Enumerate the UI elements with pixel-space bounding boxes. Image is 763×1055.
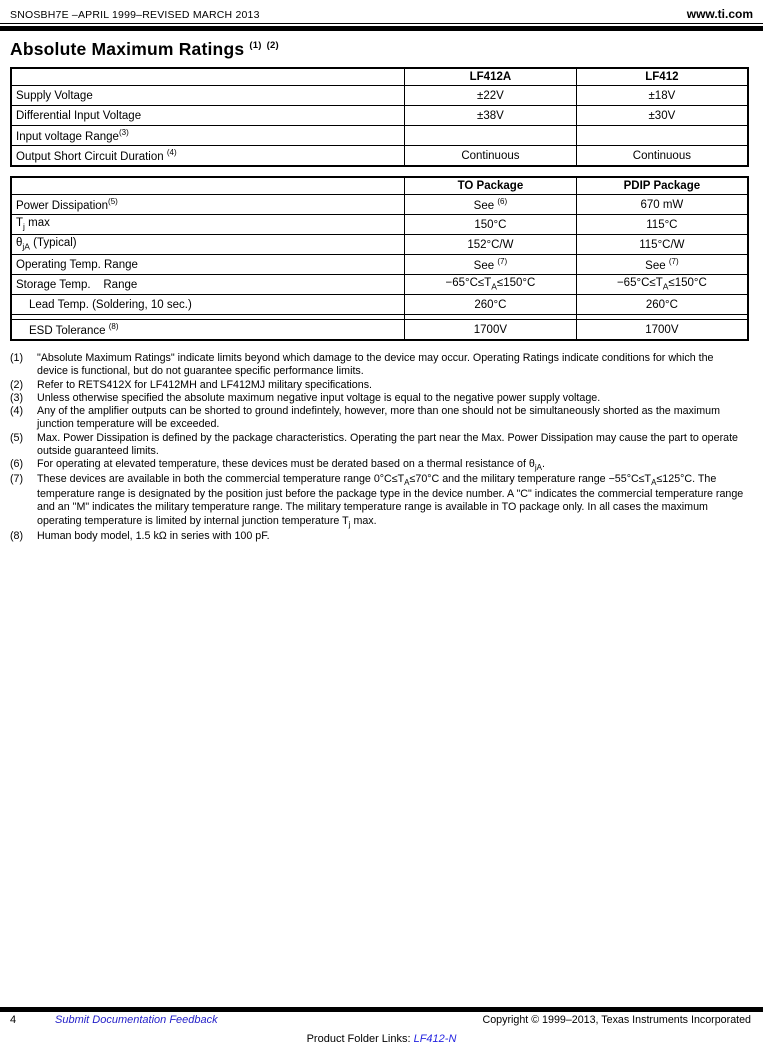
- abs-max-table-packages: [10, 176, 749, 341]
- value-cell: ±30V: [576, 106, 748, 126]
- product-folder-line: [0, 1033, 763, 1045]
- column-header: LF412A: [405, 68, 577, 86]
- column-header: [11, 68, 405, 86]
- table-row: [11, 275, 748, 295]
- section-title-text: Absolute Maximum Ratings: [10, 39, 245, 59]
- table-row: [11, 255, 748, 275]
- row-label: Supply Voltage: [11, 86, 405, 106]
- row-label: Power Dissipation$^{(5)}$: [11, 195, 405, 215]
- header-rule: [0, 26, 763, 31]
- footnote-number: (8): [10, 529, 24, 542]
- table-row: [11, 235, 748, 255]
- table-header-row: [11, 68, 748, 86]
- footnote-number: (6): [10, 458, 24, 471]
- row-label: $T_j$ max: [11, 215, 405, 235]
- ti-site-link[interactable]: www.ti.com: [686, 7, 753, 21]
- doc-number: SNOSBH7E –APRIL 1999–REVISED MARCH 2013: [10, 9, 260, 21]
- row-label: Operating Temp. Range: [11, 255, 405, 275]
- value-cell: 670 mW: [576, 195, 748, 215]
- footnote-text: Human body model, 1.5 kΩ in series with 100 pF.: [37, 529, 270, 542]
- footnote: [10, 458, 749, 473]
- row-label: Input voltage Range$^{(3)}$: [11, 126, 405, 146]
- table-row: [11, 86, 748, 106]
- value-cell: See $^{(7)}$: [576, 255, 748, 275]
- row-label: Output Short Circuit Duration $^{(4)}$: [11, 146, 405, 167]
- value-cell: 260°C: [576, 295, 748, 315]
- row-label: ESD Tolerance $^{(8)}$: [11, 320, 405, 341]
- footnote-number: (7): [10, 473, 24, 486]
- product-folder-prefix: Product Folder Links:: [306, 1033, 414, 1045]
- abs-max-table-devices: [10, 67, 749, 167]
- section-title: [10, 39, 749, 60]
- footnote: [10, 405, 749, 432]
- table-header-row: [11, 177, 748, 195]
- footnote-text: Unless otherwise specified the absolute maximum negative input voltage is equal to the negative power supply voltage.: [37, 391, 601, 404]
- footnote-number: (1): [10, 352, 24, 364]
- row-label: $\theta_{jA}$ (Typical): [11, 235, 405, 255]
- row-label: Differential Input Voltage: [11, 106, 405, 126]
- value-cell: 260°C: [405, 295, 577, 315]
- footnote-number: (3): [10, 391, 24, 404]
- footnote-text: Refer to RETS412X for LF412MH and LF412MJ military specifications.: [37, 378, 373, 391]
- row-label: Lead Temp. (Soldering, 10 sec.): [11, 295, 405, 315]
- section-title-refs: $^{(1)}$ $^{(2)}$: [249, 40, 279, 52]
- footnote: [10, 432, 749, 459]
- column-header: TO Package: [405, 177, 577, 195]
- value-cell: See $^{(7)}$: [405, 255, 577, 275]
- value-cell: ±18V: [576, 86, 748, 106]
- footnote: [10, 392, 749, 405]
- footnote: [10, 379, 749, 392]
- value-cell: [405, 126, 577, 146]
- value-cell: Continuous: [405, 146, 577, 167]
- column-header: [11, 177, 405, 195]
- footnote-number: (5): [10, 431, 24, 444]
- copyright-text: Copyright © 1999–2013, Texas Instruments Incorporated: [482, 1014, 751, 1026]
- column-header: LF412: [576, 68, 748, 86]
- footnote-text: "Absolute Maximum Ratings" indicate limits beyond which damage to the device may occur. Operating Ratings indicate conditions for which the device is functional, but do not guarantee specific performance limits.: [37, 352, 714, 378]
- value-cell: 115°C: [576, 215, 748, 235]
- footer-rule: [0, 1007, 763, 1012]
- value-cell: 1700V: [405, 320, 577, 341]
- row-label: Storage Temp. Range: [11, 275, 405, 295]
- footnote: [10, 473, 749, 530]
- table-row: [11, 195, 748, 215]
- value-cell: 115°C/W: [576, 235, 748, 255]
- table-row: [11, 295, 748, 315]
- table-row: [11, 146, 748, 167]
- value-cell: $-65^\circ C\le T_A\le 150^\circ C$: [405, 275, 577, 295]
- page-content: [10, 39, 749, 543]
- value-cell: [576, 126, 748, 146]
- table-row: [11, 215, 748, 235]
- footnote: [10, 352, 749, 379]
- value-cell: 152°C/W: [405, 235, 577, 255]
- footnote-text: Any of the amplifier outputs can be shorted to ground indefintely, however, more than one should not be simultaneously shorted as the maximum junction temperature will be exceeded.: [37, 405, 721, 431]
- table-gap: [10, 167, 749, 176]
- value-cell: ±38V: [405, 106, 577, 126]
- table-row: [11, 106, 748, 126]
- footnote-text: For operating at elevated temperature, these devices must be derated based on a thermal resistance of $\theta_{jA}$.: [37, 458, 545, 473]
- product-folder-link[interactable]: LF412-N: [413, 1033, 457, 1045]
- footnote-number: (2): [10, 378, 24, 391]
- footnotes: [10, 352, 749, 543]
- footnote-number: (4): [10, 405, 24, 418]
- table-row: [11, 126, 748, 146]
- value-cell: Continuous: [576, 146, 748, 167]
- page-number: 4: [10, 1014, 17, 1026]
- value-cell: See $^{(6)}$: [405, 195, 577, 215]
- footnote-text: Max. Power Dissipation is defined by the package characteristics. Operating the part near the Max. Power Dissipation may cause the part to operate outside guaranteed limits.: [37, 431, 738, 457]
- value-cell: 150°C: [405, 215, 577, 235]
- column-header: PDIP Package: [576, 177, 748, 195]
- page-footer: [10, 1014, 751, 1026]
- value-cell: 1700V: [576, 320, 748, 341]
- table-row: [11, 320, 748, 341]
- value-cell: ±22V: [405, 86, 577, 106]
- footnote-text: These devices are available in both the commercial temperature range $0^\circ C\le T_A\le 70^\circ C$ and the military temperature range $-55^\circ C\le T_A\le 125^\circ C$. The temperature range is designated by the position just before the package type in the device number. A "C" indicates the commercial temperature range and an "M" indicates the military temperature range. The military temperature range is available in TO package only. In all cases the maximum operating temperature is limited by internal junction temperature $T_j$ max.: [37, 473, 744, 529]
- footnote: [10, 530, 749, 543]
- submit-feedback-link[interactable]: Submit Documentation Feedback: [55, 1014, 218, 1026]
- value-cell: $-65^\circ C\le T_A\le 150^\circ C$: [576, 275, 748, 295]
- page-header: [0, 0, 763, 24]
